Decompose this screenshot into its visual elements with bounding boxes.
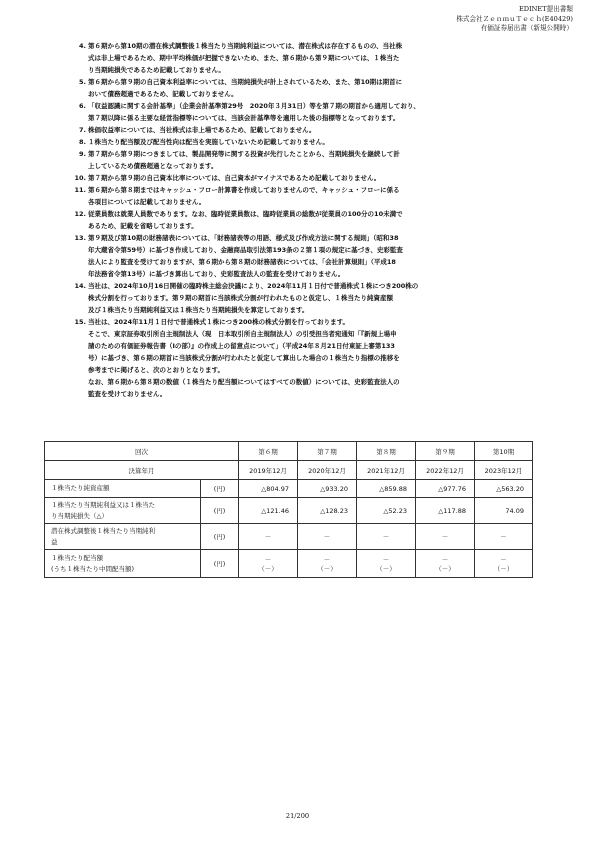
value-cell xyxy=(416,550,475,578)
interim-dividend-value: （－） xyxy=(376,564,396,573)
col-label-period: 回次 xyxy=(45,442,239,461)
value-cell: △859.88 xyxy=(357,480,416,498)
date-cell: 2023年12月 xyxy=(475,461,533,480)
row-label-line: １株当たり当期純利益又は１株当た xyxy=(51,500,155,509)
note-number: 13. xyxy=(74,234,86,242)
value-cell: △128.23 xyxy=(298,498,357,524)
row-label xyxy=(45,498,201,524)
unit-label: (円) xyxy=(201,480,239,498)
table-date-row xyxy=(45,461,533,480)
note-line: 当社は、2024年10月16日開催の臨時株主総会決議により、2024年11月１日付で普通株式１株につき200株の xyxy=(88,282,419,290)
note-item xyxy=(72,148,540,172)
value-cell: － xyxy=(239,524,298,550)
note-line: 株価収益率については、当社株式は非上場であるため、記載しておりません。 xyxy=(88,126,316,134)
value-cell: 74.09 xyxy=(475,498,533,524)
unit-label: (円) xyxy=(201,498,239,524)
date-cell: 2021年12月 xyxy=(357,461,416,480)
note-number: 14. xyxy=(74,282,86,290)
period-6: 第６期 xyxy=(239,442,298,461)
table-row xyxy=(45,524,533,550)
row-label-line: 潜在株式調整後１株当たり当期純利 xyxy=(51,526,155,535)
interim-dividend-value: （－） xyxy=(317,564,337,573)
period-10: 第10期 xyxy=(475,442,533,461)
header-filing-type: 有価証券届出書（新規公開時） xyxy=(480,24,573,33)
note-number: 8. xyxy=(79,138,86,146)
unit-label: (円) xyxy=(201,550,239,578)
note-line: おいて債務超過であるため、記載しておりません。 xyxy=(88,90,238,98)
row-label-line: り当期純損失（△） xyxy=(51,511,108,520)
note-number: 5. xyxy=(79,78,86,86)
note-line: 第９期及び第10期の財務諸表については、「財務諸表等の用語、様式及び作成方法に関する規則」（昭和38 xyxy=(88,234,399,242)
note-number: 12. xyxy=(74,210,86,218)
note-line: 請のための有価証券報告書（Ⅰの部）』の作成上の留意点について」（平成24年８月21日付東証上審第133 xyxy=(88,342,395,350)
note-line: 株式分割を行っております。第９期の期首に当該株式分割が行われたものと仮定し、１株当たり純資産額 xyxy=(88,294,393,302)
interim-dividend-value: （－） xyxy=(435,564,455,573)
table-row xyxy=(45,550,533,578)
note-line: 及び１株当たり当期純利益又は１株当たり当期純損失を算定しております。 xyxy=(88,306,309,314)
note-number: 6. xyxy=(79,102,86,110)
note-line: 当社は、2024年11月１日付で普通株式１株につき200株の株式分割を行っております。 xyxy=(88,318,350,326)
note-item xyxy=(72,208,540,232)
note-number: 15. xyxy=(74,318,86,326)
date-cell: 2020年12月 xyxy=(298,461,357,480)
value-cell: － xyxy=(357,524,416,550)
note-item xyxy=(72,316,540,400)
value-cell: － xyxy=(416,524,475,550)
row-label-line: １株当たり配当額 xyxy=(51,553,103,562)
interim-dividend-value: （－） xyxy=(493,564,514,573)
note-line: 法人により監査を受けておりますが、第６期から第８期の財務諸表については、「会社計算規則」（平成18 xyxy=(88,258,396,266)
dividend-value: － xyxy=(441,555,449,564)
row-label-fiscal-year-end: 決算年月 xyxy=(45,461,239,480)
value-cell: △977.76 xyxy=(416,480,475,498)
note-number: 4. xyxy=(79,42,86,50)
period-7: 第７期 xyxy=(298,442,357,461)
note-line: 第６期から第８期まではキャッシュ・フロー計算書を作成しておりませんので、キャッシュ・フローに係る xyxy=(88,186,400,194)
note-line: 第７期以降に係る主要な経営指標等については、当該会計基準等を適用した後の指標等となっております。 xyxy=(88,114,400,122)
note-line: 第７期から第９期の自己資本比率については、自己資本がマイナスであるため記載しておりません。 xyxy=(88,174,381,182)
dividend-value: － xyxy=(264,555,272,564)
note-line: 式は非上場であるため、期中平均株価が把握できないため、また、第６期から第９期については、１株当た xyxy=(88,54,400,62)
row-label: １株当たり純資産額 xyxy=(45,480,201,498)
value-cell xyxy=(298,550,357,578)
note-line: 「収益認識に関する会計基準」（企業会計基準第29号 2020年３月31日）等を第７期の期首から適用しており、 xyxy=(88,102,420,110)
note-line: １株当たり配当額及び配当性向は配当を実施していないため記載しておりません。 xyxy=(88,138,329,146)
value-cell: － xyxy=(298,524,357,550)
value-cell xyxy=(239,550,298,578)
page-number: 21/200 xyxy=(285,812,310,820)
table-row xyxy=(45,480,533,498)
note-item xyxy=(72,232,540,280)
value-cell: － xyxy=(475,524,533,550)
note-line: 第６期から第９期の自己資本利益率については、当期純損失が計上されているため、また、第10期は期首に xyxy=(88,78,403,86)
unit-label: (円) xyxy=(201,524,239,550)
row-label-line: 益 xyxy=(51,537,58,546)
note-item xyxy=(72,76,540,100)
note-item xyxy=(72,100,540,124)
value-cell xyxy=(475,550,533,578)
value-cell: △933.20 xyxy=(298,480,357,498)
note-number: 9. xyxy=(79,150,86,158)
value-cell: △52.23 xyxy=(357,498,416,524)
table-header-row xyxy=(45,442,533,461)
dividend-value: － xyxy=(382,555,390,564)
table-row xyxy=(45,498,533,524)
note-line: なお、第６期から第８期の数値（１株当たり配当額についてはすべての数値）については、史彩監査法人の xyxy=(88,378,400,386)
note-line: あるため、記載を省略しております。 xyxy=(88,222,198,230)
note-line: 従業員数は就業人員数であります。なお、臨時従業員数は、臨時従業員の総数が従業員の100分の10未満で xyxy=(88,210,403,218)
header-company: 株式会社ＺｅｎｍｕＴｅｃｈ(E40429) xyxy=(456,14,573,23)
value-cell xyxy=(357,550,416,578)
value-cell: △117.88 xyxy=(416,498,475,524)
note-number: 10. xyxy=(74,174,86,182)
note-number: 11. xyxy=(74,186,86,194)
note-item xyxy=(72,184,540,208)
notes-list xyxy=(72,40,540,400)
interim-dividend-value: （－） xyxy=(258,564,278,573)
value-cell: △121.46 xyxy=(239,498,298,524)
row-label xyxy=(45,524,201,550)
note-item xyxy=(72,124,540,136)
note-item xyxy=(72,40,540,76)
row-label xyxy=(45,550,201,578)
dividend-value: － xyxy=(323,555,331,564)
date-cell: 2019年12月 xyxy=(239,461,298,480)
document-header xyxy=(456,5,573,34)
period-9: 第９期 xyxy=(416,442,475,461)
note-line: 号）に基づき、第６期の期首に当該株式分割が行われたと仮定して算出した場合の１株当たり指標の推移を xyxy=(88,354,400,362)
note-number: 7. xyxy=(79,126,86,134)
value-cell: △563.20 xyxy=(475,480,533,498)
note-line: 監査を受けておりません。 xyxy=(88,390,167,398)
note-line: 上しているため債務超過となっております。 xyxy=(88,162,218,170)
note-line: 第６期から第10期の潜在株式調整後１株当たり当期純利益については、潜在株式は存在するものの、当社株 xyxy=(88,42,403,50)
note-line: 各項目については記載しておりません。 xyxy=(88,198,206,206)
note-line: そこで、東京証券取引所自主規制法人（現 日本取引所自主規制法人）の引受担当者宛通知「『新規上場申 xyxy=(88,330,397,338)
note-item xyxy=(72,280,540,316)
note-line: り当期純損失であるため記載しておりません。 xyxy=(88,66,225,74)
note-line: 第７期から第９期につきましては、製品開発等に関する投資が先行したことから、当期純損失を継続して計 xyxy=(88,150,400,158)
dividend-value: － xyxy=(500,555,507,564)
note-item xyxy=(72,136,540,148)
row-label-line: (うち１株当たり中間配当額) xyxy=(51,564,135,573)
note-line: 参考までに掲げると、次のとおりとなります。 xyxy=(88,366,224,374)
per-share-indicators-table xyxy=(44,441,533,578)
date-cell: 2022年12月 xyxy=(416,461,475,480)
note-line: 年法務省令第13号）に基づき算出しており、史彩監査法人の監査を受けておりません。 xyxy=(88,270,345,278)
note-item xyxy=(72,172,540,184)
note-line: 年大蔵省令第59号）に基づき作成しており、金融商品取引法第193条の２第１項の規定に基づき、史彩監査 xyxy=(88,246,403,254)
value-cell: △804.97 xyxy=(239,480,298,498)
period-8: 第８期 xyxy=(357,442,416,461)
header-doc-type: EDINET提出書類 xyxy=(518,5,573,13)
